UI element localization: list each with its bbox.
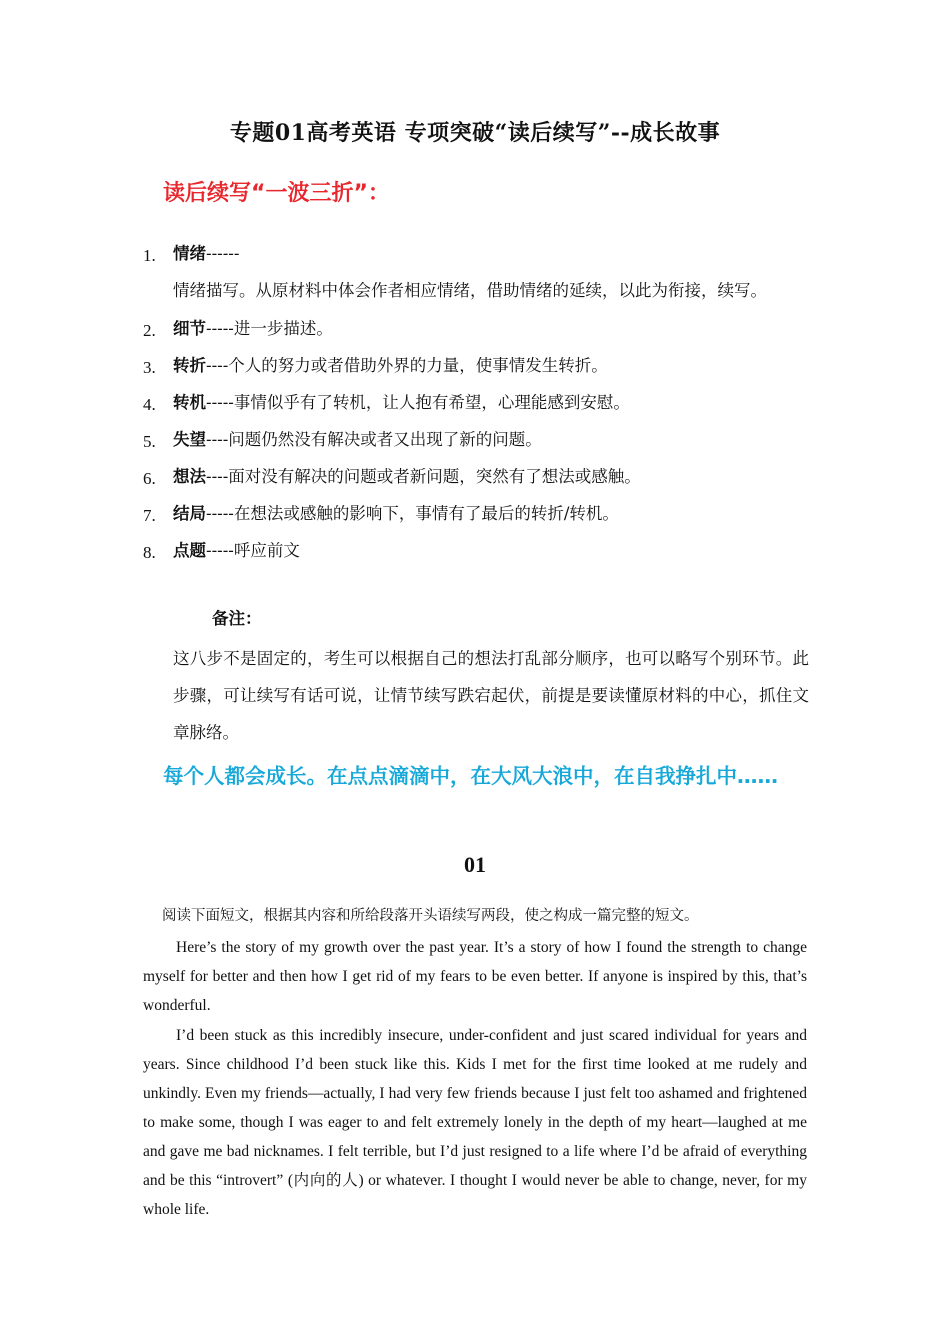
list-item-number: 4. [143,395,156,414]
step-description: ----面对没有解决的问题或者新问题，突然有了想法或感触。 [206,467,641,486]
step-description: -----进一步描述。 [206,319,333,338]
step-description: -----在想法或感触的影响下，事情有了最后的转折/转机。 [206,504,619,523]
list-item [143,532,813,569]
list-item-number: 5. [143,432,156,451]
list-item [143,347,813,384]
note-text: 这八步不是固定的，考生可以根据自己的想法打乱部分顺序，也可以略写个别环节。此步骤，可让续写有话可说，让情节续写跌宕起伏，前提是要读懂原材料的中心，抓住文章脉络。 [173,649,809,742]
step-description: ----个人的努力或者借助外界的力量，使事情发生转折。 [206,356,608,375]
step-detail: 情绪描写。从原材料中体会作者相应情绪，借助情绪的延续，以此为衔接，续写。 [173,281,767,300]
list-item-number: 8. [143,543,156,562]
step-description: ------ [206,244,240,263]
red-section-heading: 读后续写“一波三折”： [163,181,390,206]
section-number: 01 [464,852,486,877]
step-term: 情绪 [173,244,206,263]
list-item-number: 7. [143,506,156,525]
step-term: 转折 [173,356,206,375]
step-term: 点题 [173,541,206,560]
list-item-number: 1. [143,246,156,265]
document-title: 专题01高考英语 专项突破“读后续写”--成长故事 [229,120,721,146]
story-paragraph: I’d been stuck as this incredibly insecure, under-confident and just scared individual for years and years. Since childhood I’d been stuck like this. Kids I met for the first time looked at me rudely and unkindly. Even my friends—actually, I had very few friends because I just felt too ashamed and frightened to make some, though I was eager to and felt extremely lonely in the depth of my heart—laughed at me and gave me bad nicknames. I felt terrible, but I’d just resigned to a life where I’d be afraid of everything and be this “introvert” (内向的人) or whatever. I thought I would never be able to change, never, for my whole life. [143,1027,807,1218]
blue-section-heading: 每个人都会成长。在点点滴滴中，在大风大浪中，在自我挣扎中…… [163,764,778,788]
note-label: 备注： [212,609,262,628]
list-item [143,495,813,532]
list-item-number: 2. [143,321,156,340]
step-description: -----呼应前文 [206,541,300,560]
step-term: 结局 [173,504,206,523]
list-item-number: 6. [143,469,156,488]
step-term: 想法 [173,467,206,486]
step-description: ----问题仍然没有解决或者又出现了新的问题。 [206,430,542,449]
step-term: 细节 [173,319,206,338]
step-term: 失望 [173,430,206,449]
list-item [143,235,813,310]
step-description: -----事情似乎有了转机，让人抱有希望，心理能感到安慰。 [206,393,630,412]
story-paragraph: Here’s the story of my growth over the past year. It’s a story of how I found the strength to change myself for better and then how I get rid of my fears to be even better. If anyone is inspired by this, that’s wonderful. [143,939,807,1014]
list-item-number: 3. [143,358,156,377]
steps-list [143,235,813,569]
step-term: 转机 [173,393,206,412]
list-item [143,458,813,495]
list-item [143,310,813,347]
task-instruction: 阅读下面短文，根据其内容和所给段落开头语续写两段，使之构成一篇完整的短文。 [162,908,699,924]
list-item [143,421,813,458]
list-item [143,384,813,421]
